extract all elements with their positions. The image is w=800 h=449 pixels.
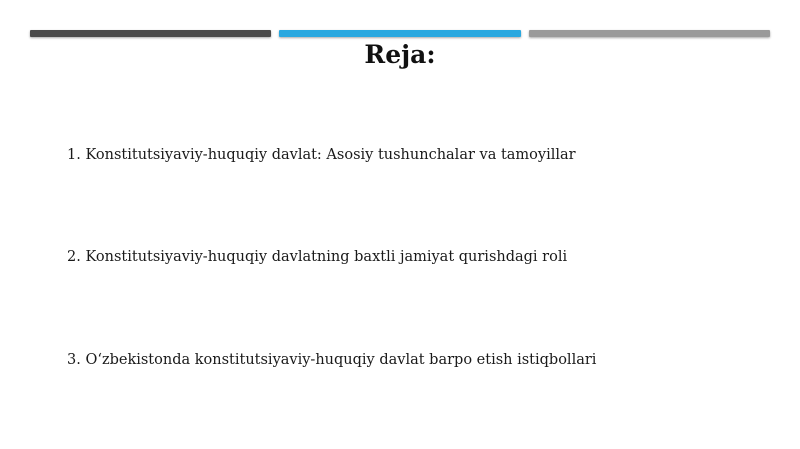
header-bar-blue [279, 30, 521, 37]
header-bar-dark [30, 30, 271, 37]
plan-item-1: 1. Konstitutsiyaviy-huquqiy davlat: Asosiy tushunchalar va tamoyillar [67, 147, 576, 163]
plan-item-2: 2. Konstitutsiyaviy-huquqiy davlatning baxtli jamiyat qurishdagi roli [67, 249, 568, 265]
plan-item-3: 3. O‘zbekistonda konstitutsiyaviy-huquqiy davlat barpo etish istiqbollari [67, 352, 597, 368]
slide-title: Reja: [364, 40, 436, 69]
header-bar-gray [529, 30, 770, 37]
